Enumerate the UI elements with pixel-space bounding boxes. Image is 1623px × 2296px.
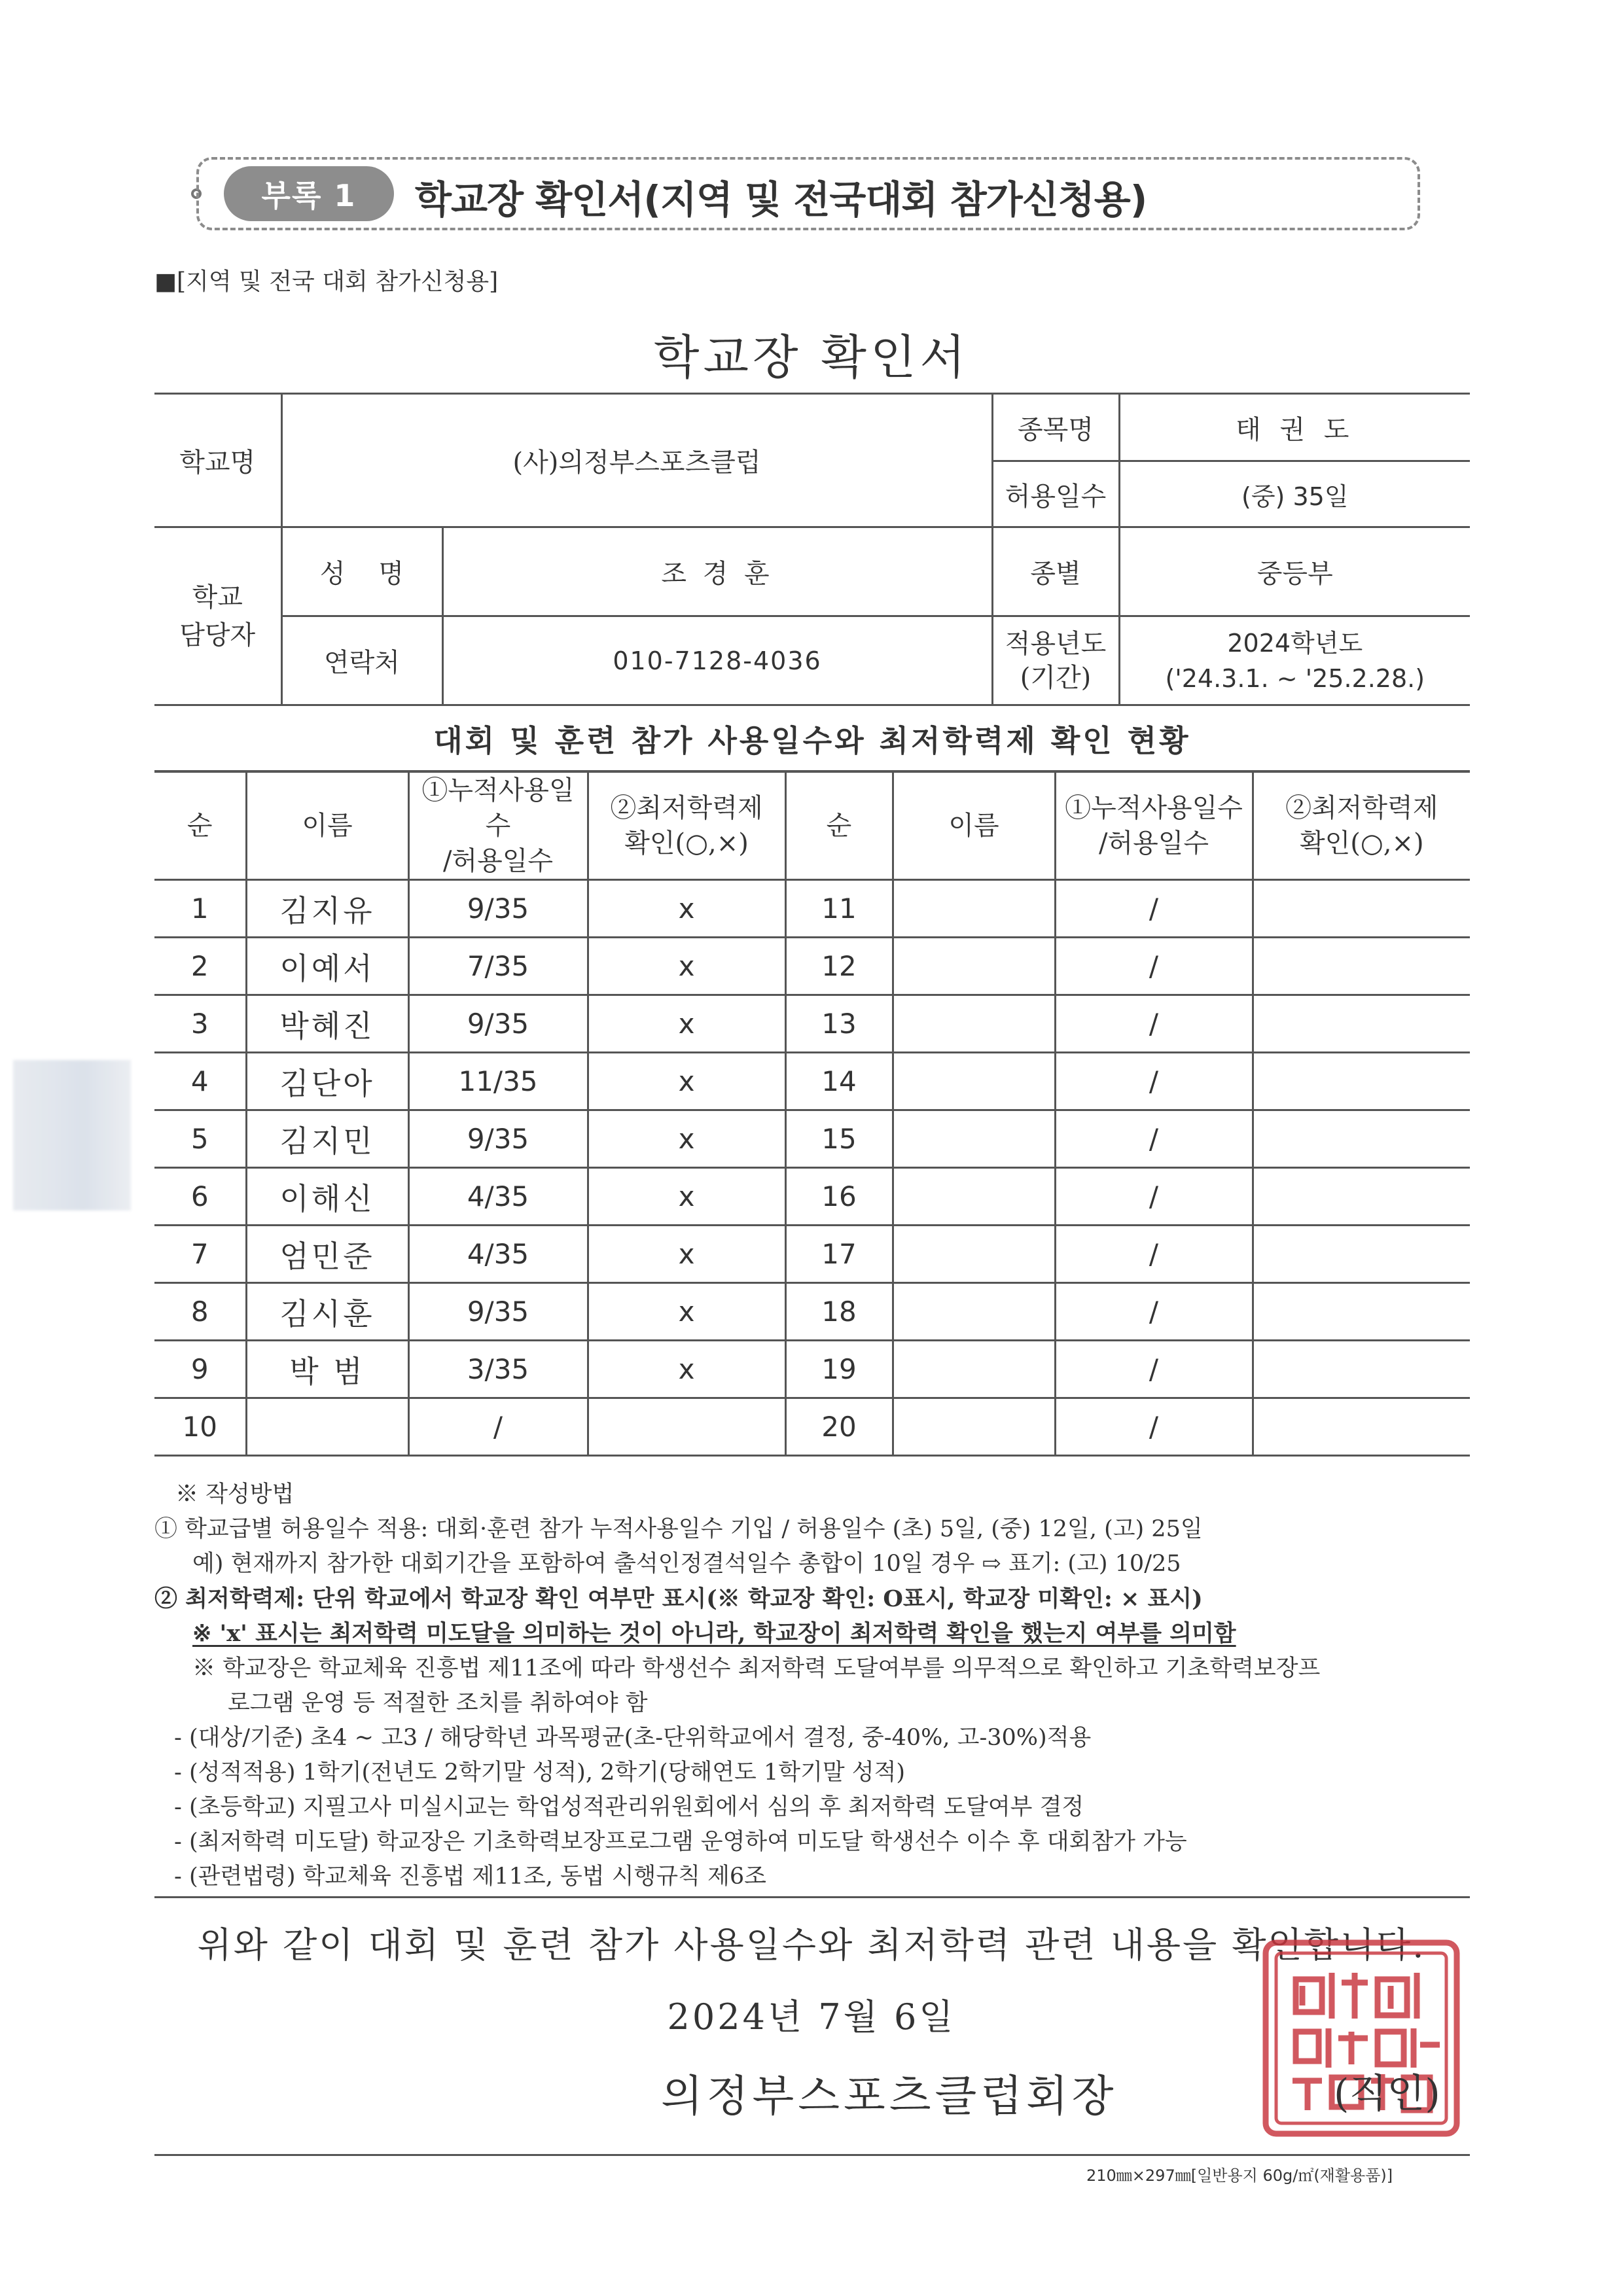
row-days: 3/35	[408, 1341, 588, 1398]
row-no-right: 20	[785, 1398, 893, 1456]
row-days: 4/35	[408, 1226, 588, 1283]
row-no: 4	[154, 1053, 246, 1110]
row-check-right	[1253, 1341, 1470, 1398]
note-1: ① 학교급별 허용일수 적용: 대회·훈련 참가 누적사용일수 기입 / 허용일수 (초) 5일, (중) 12일, (고) 25일	[154, 1516, 1203, 1542]
detail-law: - (관련법령) 학교체육 진흥법 제11조, 동법 시행규칙 제6조	[174, 1863, 766, 1890]
writing-instructions	[154, 1477, 1483, 1894]
table-row	[154, 1053, 1470, 1110]
row-no: 2	[154, 938, 246, 995]
table-row	[154, 880, 1470, 938]
row-days-right: /	[1055, 1283, 1253, 1341]
row-no: 6	[154, 1168, 246, 1226]
row-check-right	[1253, 1053, 1470, 1110]
row-days: 9/35	[408, 995, 588, 1053]
table-row	[154, 995, 1470, 1053]
row-name-right	[893, 880, 1055, 938]
row-no-right: 17	[785, 1226, 893, 1283]
row-check: x	[588, 1341, 785, 1398]
sport-label: 종목명	[992, 394, 1119, 461]
manager-name: 조 경 훈	[442, 527, 992, 616]
signer-title: 의정부스포츠클럽회장	[661, 2071, 1118, 2121]
note-2-b2: 로그램 운영 등 적절한 조치를 취하여야 함	[228, 1690, 648, 1716]
row-check-right	[1253, 1283, 1470, 1341]
row-days-right: /	[1055, 1053, 1253, 1110]
row-name: 박 범	[246, 1341, 408, 1398]
category-value: 중등부	[1119, 527, 1470, 616]
row-no: 9	[154, 1341, 246, 1398]
table-row	[154, 938, 1470, 995]
row-name-right	[893, 1341, 1055, 1398]
header-name: 이름	[246, 772, 408, 880]
row-check-right	[1253, 880, 1470, 938]
row-check-right	[1253, 1398, 1470, 1456]
row-name: 김지민	[246, 1110, 408, 1168]
header-days: ①누적사용일수 /허용일수	[408, 772, 588, 880]
row-check: x	[588, 880, 785, 938]
row-days-right: /	[1055, 1398, 1253, 1456]
row-days-right: /	[1055, 880, 1253, 938]
row-name-right	[893, 938, 1055, 995]
row-check: x	[588, 1110, 785, 1168]
table-row	[154, 1168, 1470, 1226]
banner-title: 학교장 확인서(지역 및 전국대회 참가신청용)	[415, 177, 1147, 222]
row-days: 9/35	[408, 880, 588, 938]
detail-not-reached: - (최저학력 미도달) 학교장은 기초학력보장프로그램 운영하여 미도달 학생선수 이수 후 대회참가 가능	[174, 1829, 1187, 1855]
row-check-right	[1253, 1168, 1470, 1226]
row-name-right	[893, 1168, 1055, 1226]
row-days: 9/35	[408, 1110, 588, 1168]
row-name: 이예서	[246, 938, 408, 995]
row-name: 박혜진	[246, 995, 408, 1053]
row-days-right: /	[1055, 938, 1253, 995]
header-no: 순	[154, 772, 246, 880]
divider	[154, 2154, 1470, 2156]
row-no: 3	[154, 995, 246, 1053]
note-2: ② 최저학력제: 단위 학교에서 학교장 확인 여부만 표시(※ 학교장 확인: O표시, 학교장 미확인: × 표시)	[154, 1585, 1203, 1612]
row-check: x	[588, 995, 785, 1053]
row-name	[246, 1398, 408, 1456]
row-name: 김지유	[246, 880, 408, 938]
appendix-badge: 부록 1	[224, 166, 394, 221]
contact-label: 연락처	[281, 616, 442, 705]
header-check: ②최저학력제 확인(○,×)	[588, 772, 785, 880]
row-days: 11/35	[408, 1053, 588, 1110]
row-days: 7/35	[408, 938, 588, 995]
header-no-right: 순	[785, 772, 893, 880]
category-label: 종별	[992, 527, 1119, 616]
row-no-right: 12	[785, 938, 893, 995]
row-no-right: 15	[785, 1110, 893, 1168]
period-year: 2024학년도	[1227, 628, 1363, 658]
row-check: x	[588, 1226, 785, 1283]
row-name: 김시훈	[246, 1283, 408, 1341]
row-no: 7	[154, 1226, 246, 1283]
row-days-right: /	[1055, 1168, 1253, 1226]
row-days: /	[408, 1398, 588, 1456]
contact-value: 010-7128-4036	[442, 616, 992, 705]
note-2-b1: ※ 학교장은 학교체육 진흥법 제11조에 따라 학생선수 최저학력 도달여부를 의무적으로 확인하고 기초학력보장프	[192, 1655, 1321, 1682]
row-no-right: 11	[785, 880, 893, 938]
section-label: ■[지역 및 전국 대회 참가신청용]	[154, 268, 499, 295]
table-row	[154, 1398, 1470, 1456]
table-row	[154, 1341, 1470, 1398]
row-name-right	[893, 1110, 1055, 1168]
period-value	[1119, 616, 1470, 705]
row-days: 9/35	[408, 1283, 588, 1341]
row-days-right: /	[1055, 1110, 1253, 1168]
manager-name-label: 성 명	[281, 527, 442, 616]
period-range: ('24.3.1. ~ '25.2.28.)	[1165, 663, 1425, 693]
row-check	[588, 1398, 785, 1456]
header-name-right: 이름	[893, 772, 1055, 880]
paper-spec-footer: 210㎜×297㎜[일반용지 60g/㎡(재활용품)]	[1086, 2166, 1393, 2185]
school-name: (사)의정부스포츠클럽	[281, 394, 992, 527]
header-check-right: ②최저학력제 확인(○,×)	[1253, 772, 1470, 880]
note-2-a-wrap	[154, 1616, 1483, 1651]
row-no-right: 19	[785, 1341, 893, 1398]
confirmation-statement: 위와 같이 대회 및 훈련 참가 사용일수와 최저학력 관련 내용을 확인합니다.	[197, 1924, 1426, 1966]
row-name-right	[893, 995, 1055, 1053]
row-no-right: 14	[785, 1053, 893, 1110]
school-info-table	[154, 393, 1470, 706]
document-title: 학교장 확인서	[653, 330, 970, 385]
note-1-example: 예) 현재까지 참가한 대회기간을 포함하여 출석인정결석일수 총합이 10일 경우 ⇨ 표기: (고) 10/25	[192, 1551, 1181, 1577]
sport-value: 태 권 도	[1119, 394, 1470, 461]
school-name-label: 학교명	[154, 394, 281, 527]
allowed-days-value: (중) 35일	[1119, 461, 1470, 527]
note-2-a: ※ 'x' 표시는 최저학력 미도달을 의미하는 것이 아니라, 학교장이 최저학력 확인을 했는지 여부를 의미함	[192, 1620, 1236, 1647]
row-name-right	[893, 1226, 1055, 1283]
row-name: 엄민준	[246, 1226, 408, 1283]
notes-title: ※ 작성방법	[175, 1481, 294, 1508]
issue-date: 2024년 7월 6일	[667, 1996, 956, 2038]
row-check: x	[588, 1168, 785, 1226]
row-days: 4/35	[408, 1168, 588, 1226]
table-row	[154, 1110, 1470, 1168]
allowed-days-label: 허용일수	[992, 461, 1119, 527]
row-no-right: 16	[785, 1168, 893, 1226]
row-no: 5	[154, 1110, 246, 1168]
row-days-right: /	[1055, 1341, 1253, 1398]
participation-records-table	[154, 771, 1470, 1457]
records-heading: 대회 및 훈련 참가 사용일수와 최저학력제 확인 현황	[154, 707, 1470, 772]
row-days-right: /	[1055, 995, 1253, 1053]
scan-artifact	[13, 1060, 131, 1210]
table-row	[154, 1226, 1470, 1283]
row-no-right: 18	[785, 1283, 893, 1341]
row-check-right	[1253, 938, 1470, 995]
row-name: 이해신	[246, 1168, 408, 1226]
seal-label: (직인)	[1334, 2071, 1440, 2117]
row-name-right	[893, 1398, 1055, 1456]
detail-elementary: - (초등학교) 지필고사 미실시교는 학업성적관리위원회에서 심의 후 최저학력 도달여부 결정	[174, 1794, 1084, 1820]
table-row	[154, 1283, 1470, 1341]
row-name: 김단아	[246, 1053, 408, 1110]
row-no: 1	[154, 880, 246, 938]
appendix-banner	[196, 157, 1420, 230]
header-days-right: ①누적사용일수 /허용일수	[1055, 772, 1253, 880]
row-no: 10	[154, 1398, 246, 1456]
row-name-right	[893, 1283, 1055, 1341]
detail-target: - (대상/기준) 초4 ~ 고3 / 해당학년 과목평균(초-단위학교에서 결정, 중-40%, 고-30%)적용	[174, 1725, 1092, 1751]
row-check: x	[588, 938, 785, 995]
row-check: x	[588, 1283, 785, 1341]
row-name-right	[893, 1053, 1055, 1110]
row-check: x	[588, 1053, 785, 1110]
row-check-right	[1253, 1226, 1470, 1283]
row-check-right	[1253, 1110, 1470, 1168]
manager-label: 학교 담당자	[154, 527, 281, 705]
divider	[154, 1896, 1470, 1898]
row-no: 8	[154, 1283, 246, 1341]
period-label: 적용년도 (기간)	[992, 616, 1119, 705]
row-no-right: 13	[785, 995, 893, 1053]
detail-grades: - (성적적용) 1학기(전년도 2학기말 성적), 2학기(당해연도 1학기말 성적)	[174, 1759, 906, 1786]
row-check-right	[1253, 995, 1470, 1053]
row-days-right: /	[1055, 1226, 1253, 1283]
